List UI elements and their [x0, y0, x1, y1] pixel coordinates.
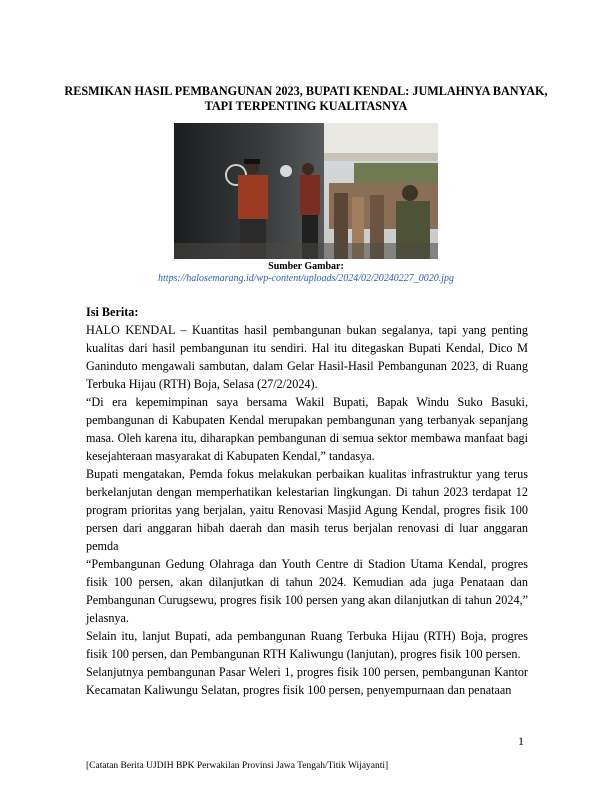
document-title: RESMIKAN HASIL PEMBANGUNAN 2023, BUPATI KENDAL: JUMLAHNYA BANYAK, TAPI TERPENTING KUALITASNYA	[64, 84, 548, 113]
paragraph: HALO KENDAL – Kuantitas hasil pembangunan bukan segalanya, tapi yang penting kualitas dari hasil pembangunan itu sendiri. Hal itu ditegaskan Bupati Kendal, Dico M Ganinduto mengawali sambutan, dalam Gelar Hasil-Hasil Pembangunan 2023, di Ruang Terbuka Hijau (RTH) Boja, Selasa (27/2/2024).	[86, 323, 528, 391]
news-photo	[174, 123, 438, 259]
caption-label: Sumber Gambar:	[268, 261, 344, 272]
article-body	[86, 303, 528, 699]
paragraph: “Pembangunan Gedung Olahraga dan Youth Centre di Stadion Utama Kendal, progres fisik 100 persen, akan dilanjutkan di tahun 2024. Kemudian ada juga Penataan dan Pembangunan Curugsewu, progres fisik 100 persen yang akan dilanjutkan di tahun 2024,” jelasnya.	[86, 557, 528, 625]
image-caption	[60, 261, 552, 284]
footer-note: [Catatan Berita UJDIH BPK Perwakilan Provinsi Jawa Tengah/Titik Wijayanti]	[86, 761, 389, 771]
section-heading: Isi Berita:	[86, 305, 139, 319]
paragraph: “Di era kepemimpinan saya bersama Wakil Bupati, Bapak Windu Suko Basuki, pembangunan di Kabupaten Kendal merupakan pembangunan yang terbanyak sepanjang masa. Oleh karena itu, diharapkan pembangunan di semua sektor membawa manfaat bagi kesejahteraan masyarakat di Kabupaten Kendal,” tandasya.	[86, 395, 528, 463]
caption-source-link[interactable]: https://halosemarang.id/wp-content/uploads/2024/02/20240227_0020.jpg	[157, 272, 455, 284]
paragraph: Bupati mengatakan, Pemda fokus melakukan perbaikan kualitas infrastruktur yang terus berkelanjutan dengan memperhatikan kelestarian lingkungan. Di tahun 2023 terdapat 12 program prioritas yang berjalan, yaitu Renovasi Masjid Agung Kendal, progres fisik 100 persen dari anggaran hibah daerah dan masih terus berjalan renovasi di luar anggaran pemda	[86, 467, 528, 553]
paragraph: Selain itu, lanjut Bupati, ada pembangunan Ruang Terbuka Hijau (RTH) Boja, progres fisik 100 persen, dan Pembangunan RTH Kaliwungu (lanjutan), progres fisik 100 persen.	[86, 629, 528, 661]
page-number: 1	[518, 734, 524, 748]
news-photo-illustration	[174, 123, 438, 259]
paragraph: Selanjutnya pembangunan Pasar Weleri 1, progres fisik 100 persen, pembangunan Kantor Kecamatan Kaliwungu Selatan, progres fisik 100 persen, penyempurnaan dan penataan	[86, 665, 528, 697]
